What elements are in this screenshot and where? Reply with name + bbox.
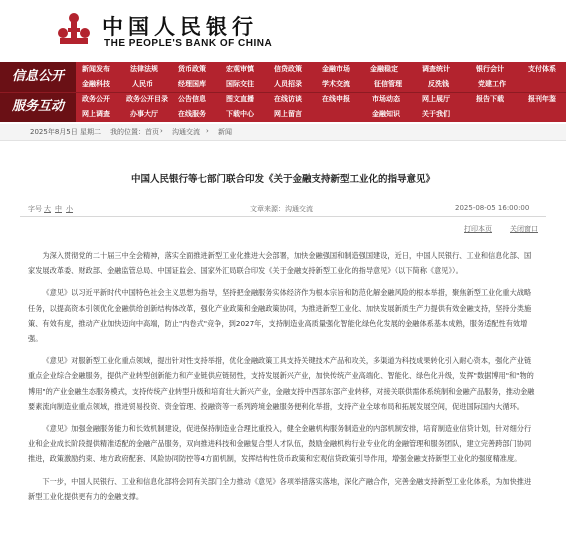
- font-size-label: 字号: [28, 205, 42, 213]
- nav-item[interactable]: 报告下载: [476, 95, 504, 103]
- nav-item[interactable]: 在线服务: [178, 110, 206, 118]
- nav-item[interactable]: 金融科技: [82, 80, 110, 88]
- breadcrumb-separator: ›: [160, 127, 163, 135]
- nav-item[interactable]: 办事大厅: [130, 110, 158, 118]
- article-title: 中国人民银行等七部门联合印发《关于金融支持新型工业化的指导意见》: [130, 174, 435, 185]
- article-datetime: 2025-08-05 16:00:00: [455, 204, 530, 212]
- nav-item[interactable]: 图文直播: [226, 95, 254, 103]
- nav-row-2b: [78, 107, 566, 122]
- article-source: 文章来源：沟通交流: [250, 205, 313, 213]
- nav-item[interactable]: 网上调查: [82, 110, 110, 118]
- nav-item[interactable]: 学术交流: [322, 80, 350, 88]
- current-date: 2025年8月5日: [30, 128, 78, 136]
- nav-item[interactable]: 公告信息: [178, 95, 206, 103]
- nav-item[interactable]: 法律法规: [130, 65, 158, 73]
- breadcrumb-separator: ›: [206, 127, 209, 135]
- font-size-large-button[interactable]: 大: [44, 205, 51, 213]
- nav-item[interactable]: 反洗钱: [428, 80, 449, 88]
- nav-item[interactable]: 政务公开: [82, 95, 110, 103]
- nav-item[interactable]: 新闻发布: [82, 65, 110, 73]
- nav-row-2a: [78, 92, 566, 107]
- article-paragraph: 《意见》加强金融服务能力和长效机制建设，促进保持制造业合理比重投入，健全金融机构服务制造业的内部机制安排，培育制造业信贷计划，针对细分行业和企业成长阶段提供精准适配的金融产品服务，双向推进科技和金融复合型人才队伍，鼓励金融机构行业专业化的金融管理和服务团队，建立完善跨部门协同推进，政策激励约束、地方政府配套、风险协同防控等4方面机制，发挥结构性货币政策和宏观信贷政策引导作用，增强金融支持新型工业化的强度精准度。: [28, 424, 532, 464]
- breadcrumb-home-link[interactable]: 我的位置：首页: [110, 128, 159, 136]
- nav-row-1b: [78, 77, 566, 92]
- bank-name-cn: 中国人民银行: [102, 14, 258, 39]
- nav-item[interactable]: 银行会计: [476, 65, 504, 73]
- font-size-small-button[interactable]: 小: [66, 205, 73, 213]
- nav-item[interactable]: 金融稳定: [370, 65, 398, 73]
- font-size-medium-button[interactable]: 中: [55, 205, 62, 213]
- nav-item[interactable]: 下载中心: [226, 110, 254, 118]
- article-body: [28, 248, 538, 511]
- nav-item[interactable]: 宏观审慎: [226, 65, 254, 73]
- nav-item[interactable]: 金融知识: [372, 110, 400, 118]
- nav-item[interactable]: 人民币: [132, 80, 153, 88]
- meta-divider: [20, 216, 546, 217]
- main-navigation: [0, 62, 566, 122]
- nav-item[interactable]: 党建工作: [478, 80, 506, 88]
- nav-item[interactable]: 征信管理: [374, 80, 402, 88]
- nav-item[interactable]: 经理国库: [178, 80, 206, 88]
- nav-info-public-label: 信息公开: [0, 62, 76, 92]
- article-paragraph: 《意见》以习近平新时代中国特色社会主义思想为指导，坚持把金融服务实体经济作为根本宗旨和防范化解金融风险的根本举措，聚焦新型工业化重大战略任务，以提高资本引领优化金融供给创新结构体改革，强化产业政策和金融政策协同，为推进新型工业化、加快发展新质生产力提供有效金融支持，坚持分类施策、有效有度，推动产业加快迈向中高端，防止"内卷式"竞争，到2027年，支持制造业高质量强化智能化绿色化发展的金融体系基本成熟，服务适配性有效增强。: [28, 288, 532, 344]
- pboc-logo-icon[interactable]: [54, 8, 94, 48]
- nav-item[interactable]: 支付体系: [528, 65, 556, 73]
- breadcrumb: [0, 124, 566, 141]
- print-page-link[interactable]: 打印本页: [464, 225, 492, 233]
- nav-item[interactable]: 网上展厅: [422, 95, 450, 103]
- nav-item[interactable]: 人员招录: [274, 80, 302, 88]
- nav-item[interactable]: 货币政策: [178, 65, 206, 73]
- bank-name-en: THE PEOPLE'S BANK OF CHINA: [104, 38, 273, 49]
- current-weekday: 星期二: [80, 128, 101, 136]
- nav-item[interactable]: 市场动态: [372, 95, 400, 103]
- site-header: [0, 0, 566, 58]
- nav-item[interactable]: 关于我们: [422, 110, 450, 118]
- close-window-link[interactable]: 关闭窗口: [510, 225, 538, 233]
- article-paragraph: 下一步，中国人民银行、工业和信息化部将会同有关部门全力推动《意见》各项举措落实落地，深化产融合作，完善金融支持新型工业化体系，为加快推进新型工业化提供更有力的金融支撑。: [28, 476, 532, 501]
- breadcrumb-news-link[interactable]: 新闻: [218, 128, 232, 136]
- nav-item[interactable]: 金融市场: [322, 65, 350, 73]
- nav-item[interactable]: 国际交往: [226, 80, 254, 88]
- nav-item[interactable]: 信贷政策: [274, 65, 302, 73]
- nav-item[interactable]: 在线申报: [322, 95, 350, 103]
- nav-item[interactable]: 政务公开目录: [126, 95, 168, 103]
- nav-service-label: 服务互动: [0, 92, 76, 122]
- nav-item[interactable]: 网上留言: [274, 110, 302, 118]
- article-paragraph: 《意见》对服新型工业化重点领域，提出针对性支持举措，优化金融政策工具支持关键技术产品和攻关，多渠道为科技成果转化引入耐心资本，强化产业链重点企业综合金融服务，提供产业转型创新能力和产业链供应链韧性，支持发展新兴产业，加快传统产业高端化、智能化、绿色化升级，发挥"数据博用"和"物的博用"的产业金融生态服务模式，支持传统产业转型升级和培育壮大新兴产业，金融支持中西部东部产业转移，对接关联供需体系统制和金融产品服务，推动金融要素流向制造业重点领域，推进贸易投资、资金管理、投融资等一系列跨境金融服务便利化举措，支持产业全球布局和拓展发展空间，促进国际国内大循环。: [28, 356, 535, 411]
- breadcrumb-communication-link[interactable]: 沟通交流: [172, 128, 200, 136]
- article-paragraph: 为深入贯彻党的二十届三中全会精神，落实全面推进新型工业化推进大会部署，加快金融强国和制造强国建设，近日，中国人民银行、工业和信息化部、国家发展改革委、财政部、金融监管总局、中国证监会、国家外汇局联合印发《关于金融支持新型工业化的指导意见》（以下简称《意见》）。: [28, 251, 532, 276]
- nav-item[interactable]: 在线访谈: [274, 95, 302, 103]
- nav-row-1a: [78, 62, 566, 77]
- nav-item[interactable]: 调查统计: [422, 65, 450, 73]
- nav-item[interactable]: 报刊年鉴: [528, 95, 556, 103]
